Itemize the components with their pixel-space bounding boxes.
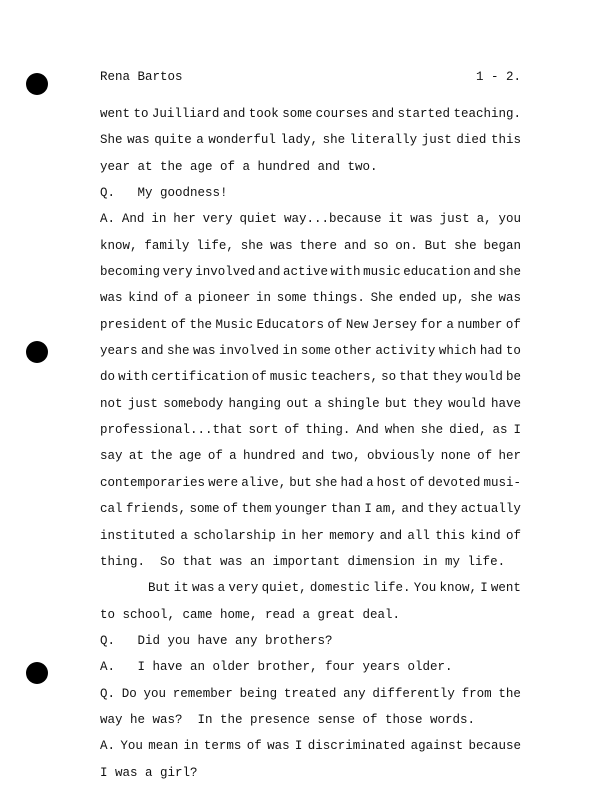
word: you	[143, 686, 167, 701]
word: and	[401, 502, 424, 517]
word: musi-	[483, 475, 521, 490]
word: involved	[218, 344, 279, 359]
transcript-line	[100, 475, 521, 491]
word: of	[170, 317, 186, 332]
word: so	[381, 370, 397, 385]
word: be	[505, 370, 521, 385]
word: was	[267, 739, 290, 754]
punch-hole-middle	[26, 341, 48, 363]
transcript-line: year at the age of a hundred and two.	[100, 159, 378, 174]
word: in	[151, 212, 167, 227]
word: was	[410, 212, 433, 227]
word: becoming	[100, 265, 161, 280]
word: died	[456, 133, 487, 148]
word: there	[299, 238, 338, 253]
word: You	[413, 581, 437, 596]
word: but	[384, 396, 408, 411]
word: but	[289, 475, 312, 490]
word: to	[133, 107, 149, 121]
word: a	[229, 449, 237, 464]
word: on.	[395, 238, 418, 253]
word: actually	[460, 502, 521, 517]
transcript-line	[100, 132, 521, 148]
word: to	[505, 344, 521, 359]
word: her	[301, 528, 324, 543]
word: was	[127, 133, 150, 148]
word: devoted	[427, 475, 481, 490]
word: so	[373, 238, 389, 253]
word: in	[256, 291, 272, 306]
word: the	[150, 449, 173, 464]
word: took	[248, 107, 279, 121]
word: started	[397, 107, 451, 121]
word: pioneer	[197, 291, 251, 306]
word: went	[490, 581, 521, 596]
word: just	[127, 396, 158, 411]
transcript-line: to school, came home, read a great deal.	[100, 607, 401, 622]
word: was	[270, 238, 293, 253]
word: she	[166, 344, 190, 359]
word: But	[424, 238, 448, 253]
word: of	[207, 449, 223, 464]
word: died,	[449, 423, 487, 438]
word: in	[281, 528, 297, 543]
word: of	[246, 739, 262, 754]
word: I	[364, 502, 372, 517]
word: somebody	[163, 396, 224, 411]
word: terms	[203, 739, 242, 754]
word: literally	[349, 133, 418, 148]
word: them	[241, 502, 272, 517]
word: friends,	[125, 502, 186, 517]
word: very	[162, 265, 193, 280]
word: it	[388, 212, 404, 227]
word: of	[477, 449, 493, 464]
transcript-line	[100, 343, 521, 359]
word: music	[363, 265, 401, 280]
word: cal	[100, 502, 123, 517]
word: a	[180, 528, 188, 543]
word: New	[345, 317, 369, 332]
word: some	[276, 291, 307, 306]
transcript-line	[100, 369, 521, 385]
word: ended	[398, 291, 437, 306]
word: of	[163, 291, 179, 306]
word: wonderful	[208, 133, 276, 148]
word: and	[140, 344, 164, 359]
word: quiet	[239, 212, 278, 227]
word: family	[144, 238, 190, 253]
word: Educators	[256, 317, 324, 332]
transcript-line	[100, 396, 521, 412]
word: sort	[248, 423, 279, 438]
word: She	[100, 133, 123, 148]
transcript-line	[100, 448, 521, 464]
word: know,	[439, 581, 477, 596]
word: she	[454, 238, 477, 253]
word: they	[412, 396, 443, 411]
word: Music	[215, 317, 253, 332]
word: this	[435, 528, 466, 543]
word: quite	[154, 133, 192, 148]
word: her	[173, 212, 196, 227]
word: life.	[373, 581, 411, 596]
word: obviously	[366, 449, 435, 464]
word: just	[439, 212, 470, 227]
word: you	[498, 212, 521, 227]
transcript-line: Q. My goodness!	[100, 186, 228, 201]
word: of	[505, 317, 521, 332]
word: all	[407, 528, 430, 543]
word: a	[446, 317, 454, 332]
word: and	[257, 265, 281, 280]
word: a	[196, 133, 204, 148]
word: this	[490, 133, 521, 148]
word: treated	[283, 686, 337, 701]
word: She	[370, 291, 394, 306]
word: shingle	[327, 396, 380, 411]
word: quiet,	[261, 581, 307, 596]
word: than	[330, 502, 361, 517]
transcript-body	[100, 106, 521, 791]
word: had	[340, 475, 363, 490]
word: she	[240, 238, 264, 253]
word: and	[379, 528, 403, 543]
word: Q.	[100, 686, 116, 701]
transcript-line: A. I have an older brother, four years older.	[100, 660, 453, 675]
word: from	[461, 686, 492, 701]
word: lady,	[280, 133, 318, 148]
word: went	[100, 107, 131, 121]
word: was	[192, 344, 216, 359]
word: and	[222, 107, 246, 121]
word: life,	[196, 238, 234, 253]
word: am,	[375, 502, 398, 517]
word: younger	[274, 502, 328, 517]
word: was	[100, 291, 123, 306]
word: none	[440, 449, 471, 464]
word: began	[483, 238, 521, 253]
page-number: 1 - 2.	[475, 70, 521, 84]
word: a,	[476, 212, 492, 227]
word: very	[202, 212, 233, 227]
word: involved	[195, 265, 256, 280]
word: things.	[312, 291, 365, 306]
transcript-line	[100, 501, 521, 517]
transcript-line: Q. Did you have any brothers?	[100, 633, 333, 648]
word: I	[480, 581, 488, 596]
word: way...because	[283, 212, 382, 227]
word: courses	[315, 107, 369, 121]
word: was	[498, 291, 521, 306]
word: of	[409, 475, 425, 490]
word: just	[421, 133, 452, 148]
transcript-line: way he was? In the presence sense of those words.	[100, 712, 476, 727]
word: alive,	[241, 475, 287, 490]
word: of	[505, 528, 521, 543]
word: age	[178, 449, 202, 464]
punch-hole-bottom	[26, 662, 48, 684]
word: and	[301, 449, 325, 464]
transcript-line: I was a girl?	[100, 765, 198, 780]
word: of	[327, 317, 343, 332]
word: president	[100, 317, 168, 332]
transcript-line	[100, 738, 521, 754]
word: it	[173, 581, 189, 596]
word: contemporaries	[100, 475, 206, 490]
word: Do	[121, 686, 137, 701]
word: And	[121, 212, 145, 227]
word: years	[100, 344, 138, 359]
word: and	[371, 107, 395, 121]
word: kind	[128, 291, 159, 306]
word: education	[403, 265, 471, 280]
word: do	[100, 370, 116, 385]
word: which	[438, 344, 477, 359]
word: that	[399, 370, 430, 385]
word: hundred	[242, 449, 296, 464]
word: of	[284, 423, 300, 438]
word: teaching.	[453, 107, 521, 121]
transcript-line	[100, 290, 521, 306]
word: of	[251, 370, 267, 385]
word: active	[282, 265, 328, 280]
word: she	[322, 133, 346, 148]
word: teachers,	[310, 370, 378, 385]
word: at	[128, 449, 144, 464]
word: for	[420, 317, 443, 332]
word: were	[208, 475, 239, 490]
word: as	[492, 423, 508, 438]
word: because	[468, 739, 521, 754]
word: was	[191, 581, 215, 596]
word: with	[118, 370, 149, 385]
word: have	[490, 396, 521, 411]
transcript-line	[100, 211, 521, 227]
word: music	[269, 370, 308, 385]
word: And	[356, 423, 379, 438]
transcript-line	[100, 686, 521, 702]
word: two,	[330, 449, 361, 464]
word: when	[384, 423, 415, 438]
word: she	[314, 475, 338, 490]
word: differently	[372, 686, 455, 701]
word: a	[184, 291, 193, 306]
word: some	[300, 344, 331, 359]
word: she	[420, 423, 444, 438]
word: they	[427, 502, 458, 517]
word: mean	[148, 739, 179, 754]
word: not	[100, 396, 123, 411]
word: and	[343, 238, 367, 253]
word: a	[314, 396, 322, 411]
word: host	[376, 475, 407, 490]
transcript-line	[100, 580, 521, 596]
word: Juilliard	[151, 107, 220, 121]
transcript-line	[100, 317, 521, 333]
word: number	[457, 317, 503, 332]
word: other	[334, 344, 372, 359]
word: remember	[172, 686, 233, 701]
word: her	[498, 449, 521, 464]
word: A.	[100, 739, 116, 754]
word: discriminated	[307, 739, 406, 754]
word: had	[479, 344, 503, 359]
word: in	[183, 739, 199, 754]
word: A.	[100, 212, 116, 227]
word: up,	[442, 291, 465, 306]
word: the	[189, 317, 212, 332]
word: hanging	[228, 396, 282, 411]
word: would	[465, 370, 503, 385]
word: activity	[375, 344, 436, 359]
word: You	[120, 739, 143, 754]
transcript-line	[100, 422, 521, 438]
word: she	[498, 265, 521, 280]
word: I	[294, 739, 303, 754]
word: memory	[329, 528, 375, 543]
transcript-line: thing. So that was an important dimension in my life.	[100, 554, 506, 569]
word: any	[343, 686, 366, 701]
word: a	[366, 475, 374, 490]
word: some	[282, 107, 313, 121]
word: very	[228, 581, 259, 596]
word: with	[330, 265, 361, 280]
word: she	[470, 291, 493, 306]
word: instituted	[100, 528, 176, 543]
punch-hole-top	[26, 73, 48, 95]
word: in	[282, 344, 298, 359]
transcript-line	[100, 106, 521, 122]
transcript-line	[100, 238, 521, 254]
word: and	[473, 265, 496, 280]
word: Jersey	[371, 317, 417, 332]
word: certification	[151, 370, 249, 385]
word: thing.	[305, 423, 351, 438]
word: scholarship	[193, 528, 276, 543]
word: a	[217, 581, 226, 596]
word: would	[448, 396, 486, 411]
word: But	[148, 581, 171, 596]
transcript-line	[100, 528, 521, 544]
interviewee-name: Rena Bartos	[100, 70, 183, 84]
word: being	[239, 686, 278, 701]
word: domestic	[309, 581, 370, 596]
word: say	[100, 449, 123, 464]
word: out	[286, 396, 309, 411]
word: of	[222, 502, 238, 517]
word: professional...that	[100, 423, 243, 438]
word: I	[513, 423, 521, 438]
transcript-line	[100, 264, 521, 280]
word: they	[432, 370, 463, 385]
word: know,	[100, 238, 138, 253]
word: some	[189, 502, 220, 517]
word: against	[410, 739, 464, 754]
word: kind	[470, 528, 501, 543]
word: the	[498, 686, 521, 701]
